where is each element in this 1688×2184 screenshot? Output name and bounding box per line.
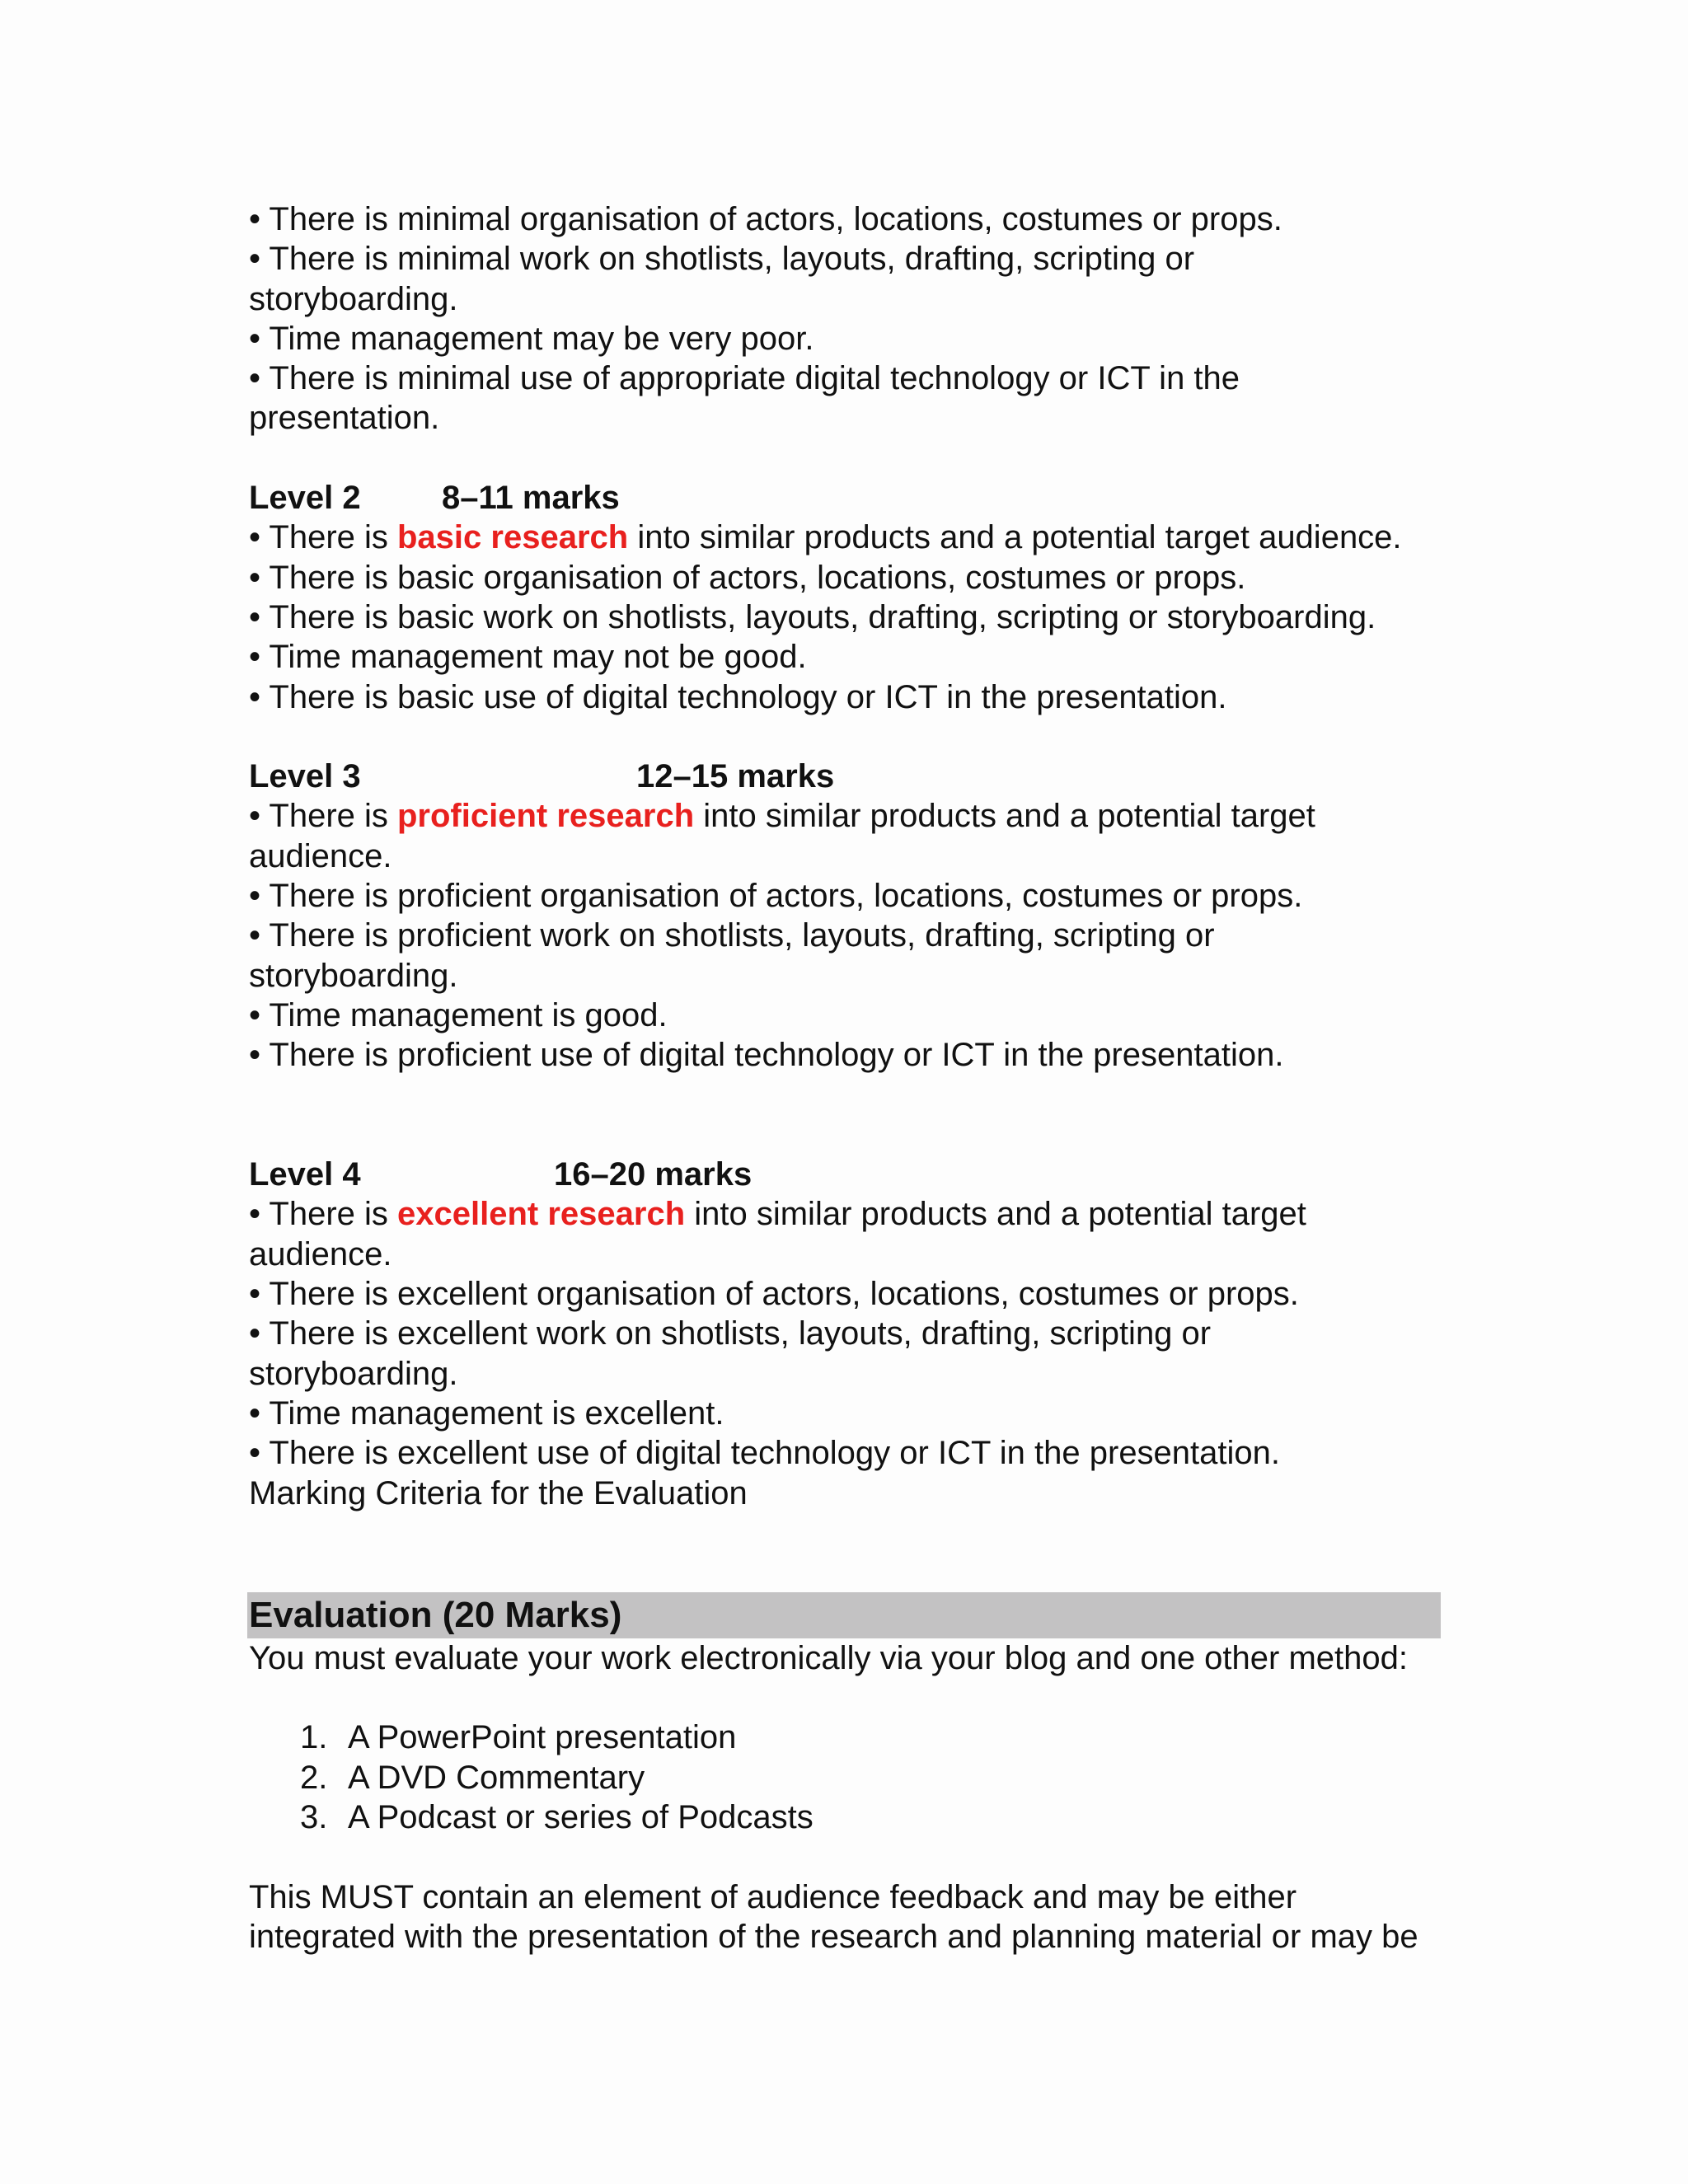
list-item [300,1718,1452,1757]
level2-section [249,478,1452,717]
bullet-line: • There is excellent work on shotlists, layouts, drafting, scripting or [249,1315,1212,1352]
list-number: 1. [300,1719,328,1756]
research-prefix: • There is [249,798,397,835]
bullet-line: • Time management may be very poor. [249,320,814,357]
research-highlight: basic research [397,519,629,556]
evaluation-section [249,1592,1452,1957]
list-text: A Podcast or series of Podcasts [348,1798,814,1835]
research-bullet [249,1194,1452,1234]
closing-line: This MUST contain an element of audience feedback and may be either [249,1878,1297,1915]
marks-range: 12–15 marks [636,758,835,795]
research-suffix: into similar products and a potential target [685,1196,1306,1233]
bullet-line: • There is excellent use of digital technology or ICT in the presentation. [249,1435,1281,1472]
evaluation-intro: You must evaluate your work electronically via your blog and one other method: [249,1639,1408,1676]
research-suffix: into similar products and a potential target audience. [628,519,1402,556]
research-highlight: proficient research [397,798,695,835]
research-bullet [249,796,1452,836]
research-bullet [249,518,1452,557]
evaluation-options-list [249,1718,1452,1837]
bullet-line: • Time management is good. [249,996,668,1033]
bullet-line: storyboarding. [249,1355,458,1392]
bullet-line: • There is basic work on shotlists, layouts, drafting, scripting or storyboarding. [249,598,1376,635]
bullet-line: • There is minimal organisation of actors, locations, costumes or props. [249,201,1282,237]
bullet-line: • There is minimal use of appropriate digital technology or ICT in the [249,360,1240,397]
research-prefix: • There is [249,1196,397,1233]
level-label: Level 3 [249,758,361,795]
marking-criteria-content [249,199,1452,1957]
level4-header [249,1155,1452,1194]
bullet-line: • There is proficient use of digital technology or ICT in the presentation. [249,1037,1284,1074]
bullet-line: presentation. [249,400,440,437]
bullet-line: • There is proficient organisation of actors, locations, costumes or props. [249,878,1303,915]
list-item [300,1797,1452,1837]
level1-bullets [249,199,1452,438]
research-prefix: • There is [249,519,397,556]
level3-header [249,757,1452,796]
bullet-line: • There is excellent organisation of actors, locations, costumes or props. [249,1276,1299,1313]
closing-line: integrated with the presentation of the research and planning material or may be [249,1918,1418,1955]
list-item [300,1758,1452,1797]
marks-range: 16–20 marks [554,1156,753,1193]
section-caption: Marking Criteria for the Evaluation [249,1474,748,1511]
list-number: 2. [300,1759,328,1796]
level3-section [249,757,1452,1075]
list-number: 3. [300,1798,328,1835]
list-text: A DVD Commentary [348,1759,645,1796]
bullet-line: audience. [249,837,392,874]
bullet-line: storyboarding. [249,957,458,994]
evaluation-heading: Evaluation (20 Marks) [247,1592,1441,1638]
bullet-line: • There is minimal work on shotlists, layouts, drafting, scripting or [249,241,1195,278]
bullet-line: audience. [249,1235,392,1272]
bullet-line: storyboarding. [249,280,458,317]
bullet-line: • Time management is excellent. [249,1394,724,1432]
level-label: Level 4 [249,1156,361,1193]
bullet-line: • There is proficient work on shotlists, layouts, drafting, scripting or [249,917,1215,954]
level4-section [249,1155,1452,1513]
marks-range: 8–11 marks [442,480,620,517]
level2-header [249,478,1452,518]
bullet-line: • Time management may not be good. [249,639,807,676]
list-text: A PowerPoint presentation [348,1719,737,1756]
level-label: Level 2 [249,480,361,517]
bullet-line: • There is basic organisation of actors, locations, costumes or props. [249,559,1246,596]
bullet-line: • There is basic use of digital technology or ICT in the presentation. [249,678,1227,715]
research-suffix: into similar products and a potential target [694,798,1315,835]
research-highlight: excellent research [397,1196,686,1233]
